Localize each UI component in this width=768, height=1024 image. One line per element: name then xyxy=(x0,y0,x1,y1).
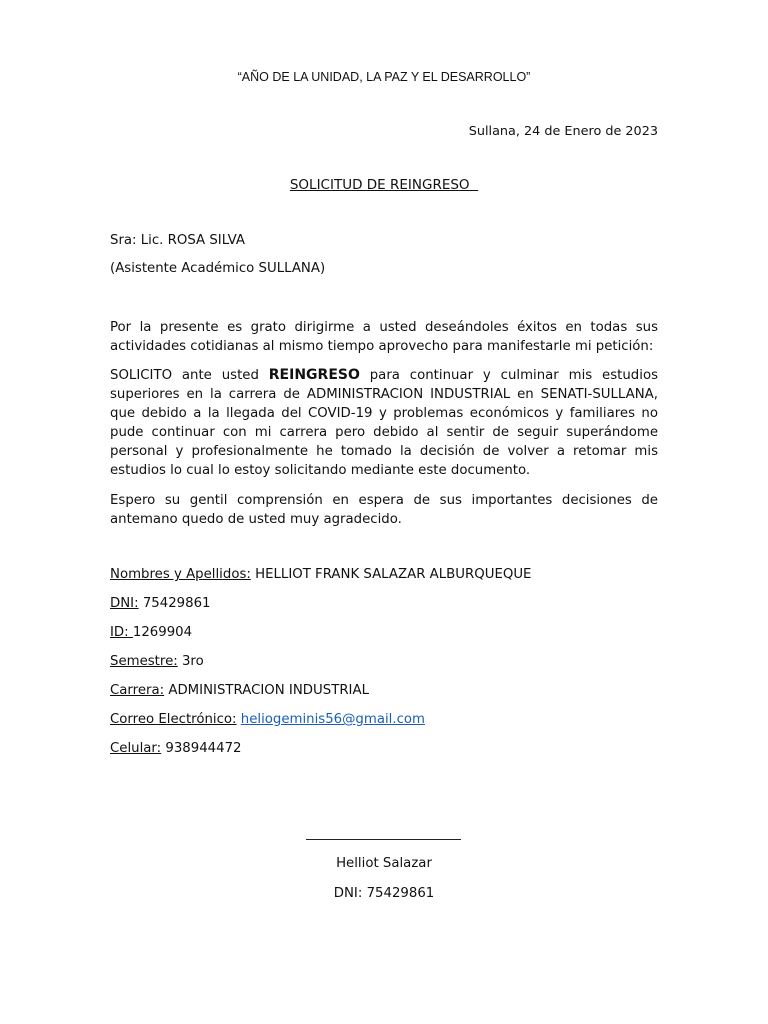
recipient-name: Sra: Lic. ROSA SILVA xyxy=(110,233,245,248)
detail-email xyxy=(110,712,658,727)
signature-line xyxy=(306,839,461,840)
detail-label: Correo Electrónico: xyxy=(110,712,237,727)
detail-label: DNI: xyxy=(110,596,139,611)
detail-names xyxy=(110,567,658,582)
request-text: para continuar y culminar mis estudios superiores en la carrera de ADMINISTRACION INDUSTRIAL en SENATI-SULLANA, que debido a la llegada del COVID-19 y problemas económicos y familiares no pude continuar con mi carrera pero debido al sentir de seguir superándome personal y profesionalmente he tomado la decisión de volver a retomar mis estudios lo cual lo estoy solicitando mediante este documento. xyxy=(110,368,659,478)
detail-phone xyxy=(110,741,658,756)
detail-value: ADMINISTRACION INDUSTRIAL xyxy=(164,683,369,698)
email-link[interactable]: heliogeminis56@gmail.com xyxy=(240,712,425,727)
detail-value: 1269904 xyxy=(132,625,193,640)
detail-label: Celular: xyxy=(110,741,162,756)
signature-name: Helliot Salazar xyxy=(336,856,432,871)
document-title-text: SOLICITUD DE REINGRESO xyxy=(289,177,479,193)
recipient-role: (Asistente Académico SULLANA) xyxy=(110,261,326,276)
detail-value: 938944472 xyxy=(161,741,242,756)
signature-dni: DNI: 75429861 xyxy=(333,886,435,901)
intro-paragraph: Por la presente es grato dirigirme a usted deseándoles éxitos en todas sus actividades cotidianas al mismo tiempo aprovecho para manifestarle mi petición: xyxy=(110,320,658,354)
detail-value: HELLIOT FRANK SALAZAR ALBURQUEQUE xyxy=(250,567,532,582)
document-title xyxy=(0,177,768,193)
detail-dni xyxy=(110,596,658,611)
detail-label: Semestre: xyxy=(110,654,178,669)
request-paragraph xyxy=(110,366,658,480)
detail-semester xyxy=(110,654,658,669)
detail-value: 75429861 xyxy=(138,596,211,611)
detail-label: Nombres y Apellidos: xyxy=(110,567,251,582)
request-prefix: SOLICITO ante usted xyxy=(110,368,269,383)
detail-label: ID: xyxy=(110,625,133,640)
request-keyword: REINGRESO xyxy=(268,367,360,383)
detail-id xyxy=(110,625,658,640)
year-motto: “AÑO DE LA UNIDAD, LA PAZ Y EL DESARROLLO” xyxy=(237,70,531,84)
closing-paragraph: Espero su gentil comprensión en espera de sus importantes decisiones de antemano quedo de usted muy agradecido. xyxy=(110,493,658,527)
detail-career xyxy=(110,683,658,698)
letter-date: Sullana, 24 de Enero de 2023 xyxy=(468,124,658,139)
detail-value: 3ro xyxy=(177,654,204,669)
detail-label: Carrera: xyxy=(110,683,165,698)
